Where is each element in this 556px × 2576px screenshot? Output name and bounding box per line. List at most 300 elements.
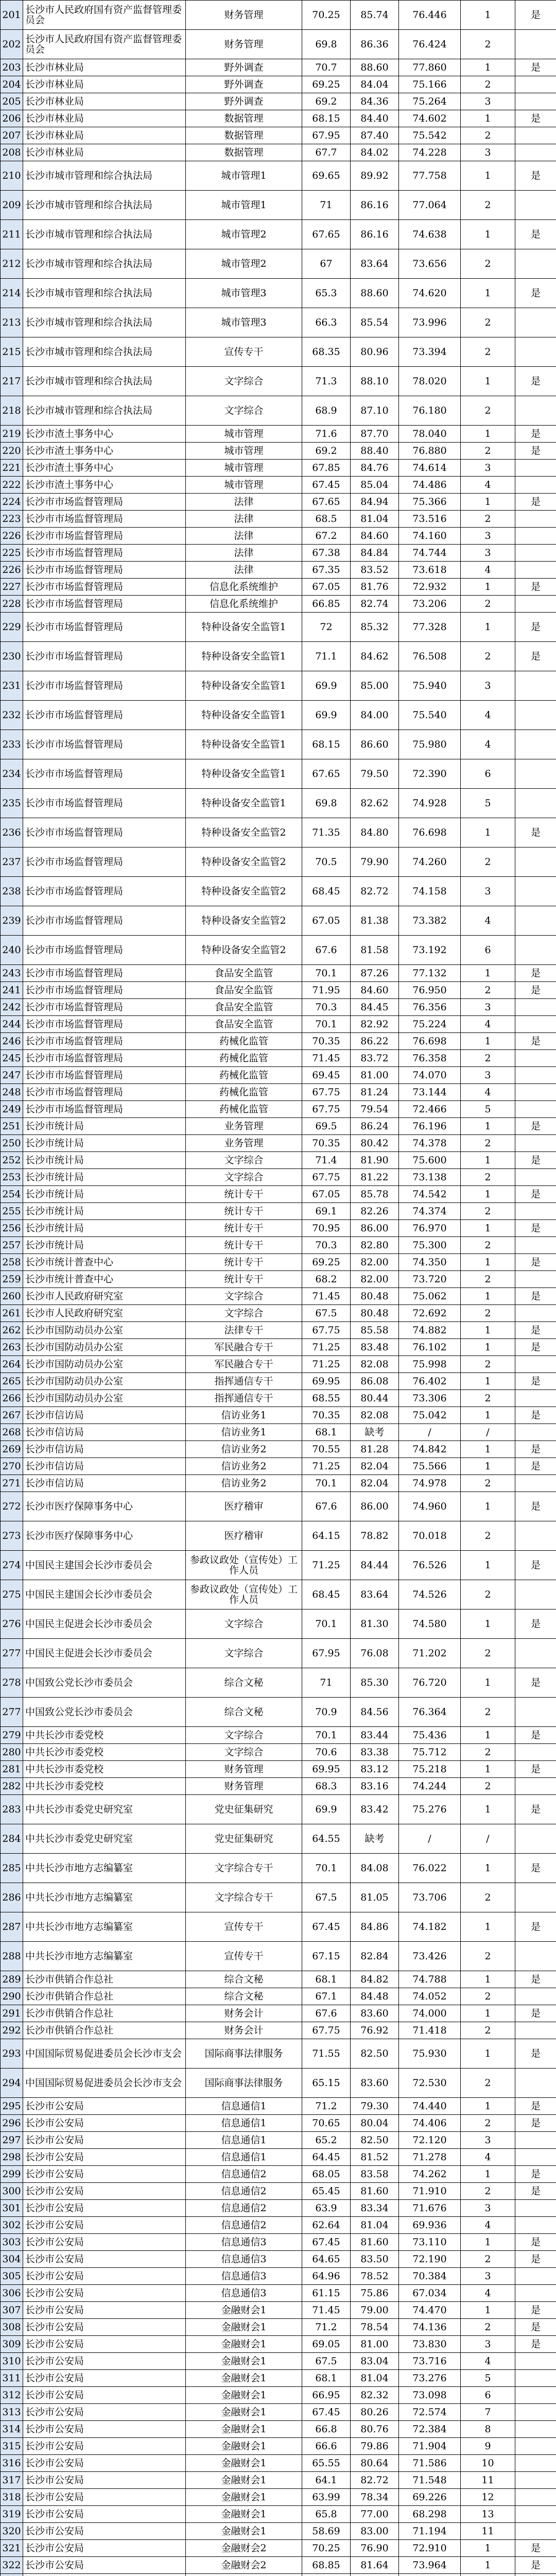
table-row (1, 443, 556, 460)
row-number: 252 (1, 1152, 23, 1169)
pass-mark: 是 (515, 613, 556, 642)
row-number: 305 (1, 2268, 23, 2285)
total-score: 75.042 (399, 1407, 461, 1424)
written-score: 71.2 (302, 2098, 351, 2115)
pass-mark (515, 2217, 556, 2234)
row-number: 270 (1, 1458, 23, 1475)
unit-name: 中共长沙市委党史研究室 (23, 1824, 186, 1854)
written-score: 69.95 (302, 1761, 351, 1778)
interview-score: 83.48 (351, 1339, 399, 1356)
interview-score: 84.80 (351, 818, 399, 848)
pass-mark: 是 (515, 443, 556, 460)
row-number: 314 (1, 2421, 23, 2438)
interview-score: 84.82 (351, 1971, 399, 1988)
table-row (1, 494, 556, 511)
unit-name: 中共长沙市地方志编纂室 (23, 1883, 186, 1912)
rank: 1 (461, 1854, 515, 1883)
pass-mark (515, 2404, 556, 2421)
row-number: 316 (1, 2455, 23, 2472)
total-score: 73.098 (399, 2387, 461, 2404)
total-score: 70.384 (399, 2268, 461, 2285)
written-score: 70.95 (302, 1220, 351, 1237)
row-number: 311 (1, 2370, 23, 2387)
total-score: 76.950 (399, 982, 461, 999)
total-score: 74.928 (399, 789, 461, 818)
written-score: 68.05 (302, 2166, 351, 2183)
written-score: 64.96 (302, 2268, 351, 2285)
position-name: 野外调查 (186, 59, 302, 76)
written-score: 65.45 (302, 2183, 351, 2200)
rank: 1 (461, 161, 515, 191)
interview-score: 87.26 (351, 965, 399, 982)
total-score: 74.638 (399, 220, 461, 249)
written-score: 67.05 (302, 1186, 351, 1203)
unit-name: 长沙市统计局 (23, 1237, 186, 1254)
position-name: 特种设备安全监管1 (186, 671, 302, 701)
total-score: 70.018 (399, 1521, 461, 1551)
unit-name: 长沙市市场监督管理局 (23, 528, 186, 545)
written-score: 70.35 (302, 1407, 351, 1424)
position-name: 信息化系统维护 (186, 579, 302, 596)
interview-score: 84.00 (351, 701, 399, 730)
total-score: 76.698 (399, 818, 461, 848)
total-score: 75.276 (399, 1795, 461, 1824)
pass-mark: 是 (515, 1322, 556, 1339)
rank: 4 (461, 2285, 515, 2302)
unit-name: 长沙市市场监督管理局 (23, 579, 186, 596)
unit-name: 长沙市市场监督管理局 (23, 1084, 186, 1101)
unit-name: 中国致公党长沙市委员会 (23, 1668, 186, 1698)
pass-mark (515, 848, 556, 877)
position-name: 参政议政处（宣传处）工作人员 (186, 1580, 302, 1609)
written-score: 69.05 (302, 2336, 351, 2353)
position-name: 指挥通信专干 (186, 1390, 302, 1407)
written-score: 70.1 (302, 1609, 351, 1639)
unit-name: 长沙市渣土事务中心 (23, 426, 186, 443)
written-score: 68.2 (302, 1271, 351, 1288)
rank: 4 (461, 477, 515, 494)
total-score: 75.540 (399, 701, 461, 730)
total-score: 74.470 (399, 2302, 461, 2319)
position-name: 药械化监管 (186, 1033, 302, 1050)
written-score: 68.1 (302, 1424, 351, 1441)
written-score: 70.7 (302, 59, 351, 76)
interview-score: 79.86 (351, 2438, 399, 2455)
row-number: 287 (1, 1912, 23, 1942)
total-score: 75.218 (399, 1761, 461, 1778)
pass-mark (515, 562, 556, 579)
table-row (1, 1050, 556, 1067)
interview-score: 83.12 (351, 1761, 399, 1778)
written-score: 71.25 (302, 1551, 351, 1580)
pass-mark (515, 2574, 556, 2576)
interview-score: 86.00 (351, 1492, 399, 1521)
written-score: 71.45 (302, 1288, 351, 1305)
pass-mark: 是 (515, 579, 556, 596)
total-score: 73.964 (399, 2557, 461, 2574)
pass-mark: 是 (515, 1492, 556, 1521)
rank: 12 (461, 2489, 515, 2506)
total-score: 74.228 (399, 144, 461, 161)
rank: 4 (461, 701, 515, 730)
row-number: 212 (1, 249, 23, 279)
total-score: 74.406 (399, 2115, 461, 2132)
rank: 2 (461, 2115, 515, 2132)
row-number: 315 (1, 2438, 23, 2455)
row-number: 283 (1, 1795, 23, 1824)
position-name: 信访业务2 (186, 1441, 302, 1458)
unit-name: 长沙市市场监督管理局 (23, 789, 186, 818)
rank: 2 (461, 1580, 515, 1609)
interview-score: 89.92 (351, 161, 399, 191)
position-name: 信息通信3 (186, 2234, 302, 2251)
table-row (1, 2069, 556, 2098)
total-score: 71.418 (399, 2022, 461, 2039)
position-name: 信息通信3 (186, 2285, 302, 2302)
pass-mark: 是 (515, 1458, 556, 1475)
written-score: 68.3 (302, 1778, 351, 1795)
pass-mark: 是 (515, 1971, 556, 1988)
total-score: 73.426 (399, 1942, 461, 1971)
rank: 7 (461, 2404, 515, 2421)
total-score: 76.356 (399, 999, 461, 1016)
written-score: 68.85 (302, 2557, 351, 2574)
position-name: 金融财会1 (186, 2336, 302, 2353)
interview-score: 86.16 (351, 220, 399, 249)
unit-name: 长沙市林业局 (23, 59, 186, 76)
table-row (1, 1220, 556, 1237)
row-number: 207 (1, 127, 23, 144)
unit-name: 长沙市公安局 (23, 2302, 186, 2319)
interview-score: 81.90 (351, 1152, 399, 1169)
total-score: 73.656 (399, 249, 461, 279)
interview-score: 81.05 (351, 1883, 399, 1912)
unit-name: 长沙市城市管理和综合执法局 (23, 308, 186, 337)
rank: 4 (461, 730, 515, 759)
position-name: 法律专干 (186, 1322, 302, 1339)
row-number: 282 (1, 1778, 23, 1795)
unit-name: 长沙市市场监督管理局 (23, 701, 186, 730)
interview-score: 85.74 (351, 1, 399, 30)
position-name: 综合文秘 (186, 1668, 302, 1698)
pass-mark (515, 1424, 556, 1441)
table-row (1, 1254, 556, 1271)
interview-score: 81.28 (351, 1441, 399, 1458)
row-number: 275 (1, 1580, 23, 1609)
rank: 2 (461, 2319, 515, 2336)
unit-name: 中共长沙市委党校 (23, 1744, 186, 1761)
rank: 1 (461, 1118, 515, 1135)
interview-score: 82.26 (351, 1203, 399, 1220)
table-row (1, 2489, 556, 2506)
row-number: 204 (1, 76, 23, 93)
unit-name: 长沙市信访局 (23, 1424, 186, 1441)
pass-mark: 是 (515, 1761, 556, 1778)
position-name: 城市管理2 (186, 249, 302, 279)
unit-name: 长沙市公安局 (23, 2523, 186, 2540)
position-name: 药械化监管 (186, 1084, 302, 1101)
written-score: 68.1 (302, 1971, 351, 1988)
row-number: 215 (1, 337, 23, 367)
total-score: 72.574 (399, 2404, 461, 2421)
written-score: 67.75 (302, 1084, 351, 1101)
position-name: 野外调查 (186, 93, 302, 110)
table-row (1, 2387, 556, 2404)
position-name: 信息通信2 (186, 2217, 302, 2234)
total-score: 74.374 (399, 1203, 461, 1220)
written-score: 65.15 (302, 2069, 351, 2098)
rank: 3 (461, 144, 515, 161)
rank: 2 (461, 249, 515, 279)
rank: 1 (461, 1152, 515, 1169)
row-number: 281 (1, 1761, 23, 1778)
pass-mark: 是 (515, 2039, 556, 2069)
interview-score: 84.48 (351, 1988, 399, 2005)
unit-name: 长沙市统计普查中心 (23, 1271, 186, 1288)
written-score: 67.65 (302, 494, 351, 511)
table-row (1, 2574, 556, 2576)
row-number: 236 (1, 818, 23, 848)
pass-mark: 是 (515, 1668, 556, 1698)
interview-score: 82.00 (351, 1254, 399, 1271)
total-score: 72.692 (399, 1305, 461, 1322)
total-score: / (399, 1424, 461, 1441)
unit-name: 长沙市统计局 (23, 1203, 186, 1220)
written-score: 67.7 (302, 144, 351, 161)
table-row (1, 2251, 556, 2268)
unit-name: 长沙市公安局 (23, 2370, 186, 2387)
written-score: 69.9 (302, 671, 351, 701)
interview-score: 82.92 (351, 1016, 399, 1033)
interview-score: 81.00 (351, 1067, 399, 1084)
total-score: 72.190 (399, 2251, 461, 2268)
unit-name: 长沙市城市管理和综合执法局 (23, 249, 186, 279)
interview-score: 81.04 (351, 2217, 399, 2234)
written-score: 64.65 (302, 2251, 351, 2268)
pass-mark (515, 1237, 556, 1254)
rank: 1 (461, 579, 515, 596)
interview-score: 83.58 (351, 2166, 399, 2183)
unit-name: 长沙市医疗保障事务中心 (23, 1492, 186, 1521)
row-number: 266 (1, 1390, 23, 1407)
unit-name: 长沙市公安局 (23, 2285, 186, 2302)
interview-score: 80.44 (351, 1390, 399, 1407)
row-number: 295 (1, 2098, 23, 2115)
position-name: 信息通信1 (186, 2115, 302, 2132)
row-number: 297 (1, 2132, 23, 2149)
total-score: 76.526 (399, 1551, 461, 1580)
row-number: 240 (1, 936, 23, 965)
row-number: 322 (1, 2557, 23, 2574)
total-score: 76.102 (399, 1339, 461, 1356)
unit-name: 中国民主促进会长沙市委员会 (23, 1609, 186, 1639)
table-row (1, 1458, 556, 1475)
row-number: 206 (1, 110, 23, 127)
rank: 2 (461, 1744, 515, 1761)
rank: 2 (461, 982, 515, 999)
table-row (1, 93, 556, 110)
total-score: 73.144 (399, 1084, 461, 1101)
row-number: 298 (1, 2149, 23, 2166)
interview-score: 85.58 (351, 1322, 399, 1339)
rank: 2 (461, 1237, 515, 1254)
row-number: 276 (1, 1609, 23, 1639)
interview-score: 79.50 (351, 759, 399, 789)
total-score: 71.586 (399, 2455, 461, 2472)
written-score: 67.45 (302, 2404, 351, 2421)
total-score: 71.676 (399, 2200, 461, 2217)
unit-name: 长沙市信访局 (23, 1475, 186, 1492)
row-number: 238 (1, 877, 23, 906)
interview-score: 82.00 (351, 1271, 399, 1288)
unit-name: 长沙市公安局 (23, 2132, 186, 2149)
rank: 1 (461, 494, 515, 511)
table-row (1, 579, 556, 596)
unit-name: 长沙市市场监督管理局 (23, 965, 186, 982)
row-number: 230 (1, 642, 23, 671)
rank: 3 (461, 877, 515, 906)
row-number: 253 (1, 1169, 23, 1186)
rank: 2 (461, 1883, 515, 1912)
interview-score: 78.52 (351, 2268, 399, 2285)
unit-name: 长沙市统计局 (23, 1220, 186, 1237)
interview-score: 83.50 (351, 2251, 399, 2268)
row-number: 265 (1, 1373, 23, 1390)
interview-score: 82.08 (351, 1407, 399, 1424)
unit-name: 长沙市公安局 (23, 2200, 186, 2217)
position-name: 文字综合 (186, 396, 302, 426)
row-number: 235 (1, 789, 23, 818)
position-name: 法律 (186, 511, 302, 528)
written-score: 67 (302, 249, 351, 279)
total-score: 73.206 (399, 596, 461, 613)
unit-name: 中国致公党长沙市委员会 (23, 1698, 186, 1727)
table-row (1, 789, 556, 818)
total-score: 71.548 (399, 2472, 461, 2489)
interview-score: 85.00 (351, 671, 399, 701)
table-row (1, 59, 556, 76)
pass-mark (515, 30, 556, 59)
rank: 1 (461, 2005, 515, 2022)
position-name: 财务管理 (186, 1761, 302, 1778)
total-score: 74.788 (399, 1971, 461, 1988)
rank: 1 (461, 279, 515, 308)
interview-score: 84.60 (351, 982, 399, 999)
written-score: 71 (302, 1668, 351, 1698)
table-row (1, 1016, 556, 1033)
row-number: 202 (1, 30, 23, 59)
interview-score: 83.44 (351, 1727, 399, 1744)
table-row (1, 730, 556, 759)
interview-score: 82.50 (351, 2132, 399, 2149)
pass-mark (515, 1271, 556, 1288)
position-name: 信息通信2 (186, 2166, 302, 2183)
written-score: 71.25 (302, 1356, 351, 1373)
unit-name: 长沙市市场监督管理局 (23, 1050, 186, 1067)
pass-mark (515, 1824, 556, 1854)
total-score: 74.070 (399, 1067, 461, 1084)
total-score: 76.698 (399, 1033, 461, 1050)
interview-score: 80.64 (351, 2455, 399, 2472)
written-score: 70.1 (302, 965, 351, 982)
pass-mark (515, 759, 556, 789)
unit-name: 长沙市城市管理和综合执法局 (23, 161, 186, 191)
total-score: 75.436 (399, 1727, 461, 1744)
table-row (1, 1883, 556, 1912)
rank: 2 (461, 642, 515, 671)
table-row (1, 2098, 556, 2115)
total-score: 77.064 (399, 191, 461, 220)
position-name: 金融财会1 (186, 2404, 302, 2421)
pass-mark (515, 1580, 556, 1609)
pass-mark: 是 (515, 1441, 556, 1458)
table-row (1, 2336, 556, 2353)
position-name: 城市管理3 (186, 308, 302, 337)
written-score: 71.45 (302, 2302, 351, 2319)
unit-name: 长沙市公安局 (23, 2098, 186, 2115)
position-name: 特种设备安全监管2 (186, 818, 302, 848)
written-score: 68.35 (302, 337, 351, 367)
total-score: 75.300 (399, 1237, 461, 1254)
interview-score: 78.34 (351, 2489, 399, 2506)
rank: 1 (461, 613, 515, 642)
row-number: 291 (1, 2005, 23, 2022)
pass-mark: 是 (515, 2183, 556, 2200)
pass-mark: 是 (515, 2557, 556, 2574)
table-row (1, 1727, 556, 1744)
rank: 2 (461, 1942, 515, 1971)
rank: 4 (461, 2217, 515, 2234)
table-row (1, 1521, 556, 1551)
table-row (1, 2005, 556, 2022)
table-row (1, 2353, 556, 2370)
interview-score: 86.16 (351, 191, 399, 220)
row-number: 247 (1, 1067, 23, 1084)
rank: 2 (461, 596, 515, 613)
table-row (1, 906, 556, 936)
position-name: 宣传专干 (186, 1912, 302, 1942)
written-score: 64.1 (302, 2472, 351, 2489)
position-name: 信访业务2 (186, 1458, 302, 1475)
unit-name: 长沙市公安局 (23, 2421, 186, 2438)
table-row (1, 1609, 556, 1639)
rank: 1 (461, 1971, 515, 1988)
written-score: 67.95 (302, 127, 351, 144)
pass-mark: 是 (515, 982, 556, 999)
table-row (1, 1912, 556, 1942)
row-number: 277 (1, 1639, 23, 1668)
written-score: 71.2 (302, 2319, 351, 2336)
pass-mark: 是 (515, 59, 556, 76)
table-row (1, 1854, 556, 1883)
unit-name: 长沙市市场监督管理局 (23, 494, 186, 511)
interview-score: 84.36 (351, 93, 399, 110)
rank: 2 (461, 191, 515, 220)
table-row (1, 1033, 556, 1050)
row-number: 234 (1, 759, 23, 789)
position-name: 特种设备安全监管2 (186, 936, 302, 965)
position-name: 金融财会2 (186, 2557, 302, 2574)
table-row (1, 2268, 556, 2285)
table-row (1, 2217, 556, 2234)
interview-score: 88.10 (351, 367, 399, 396)
total-score: 74.158 (399, 877, 461, 906)
table-row (1, 2523, 556, 2540)
rank: 1 (461, 1761, 515, 1778)
unit-name: 长沙市市场监督管理局 (23, 511, 186, 528)
interview-score: 83.72 (351, 1050, 399, 1067)
unit-name: 长沙市城市管理和综合执法局 (23, 191, 186, 220)
